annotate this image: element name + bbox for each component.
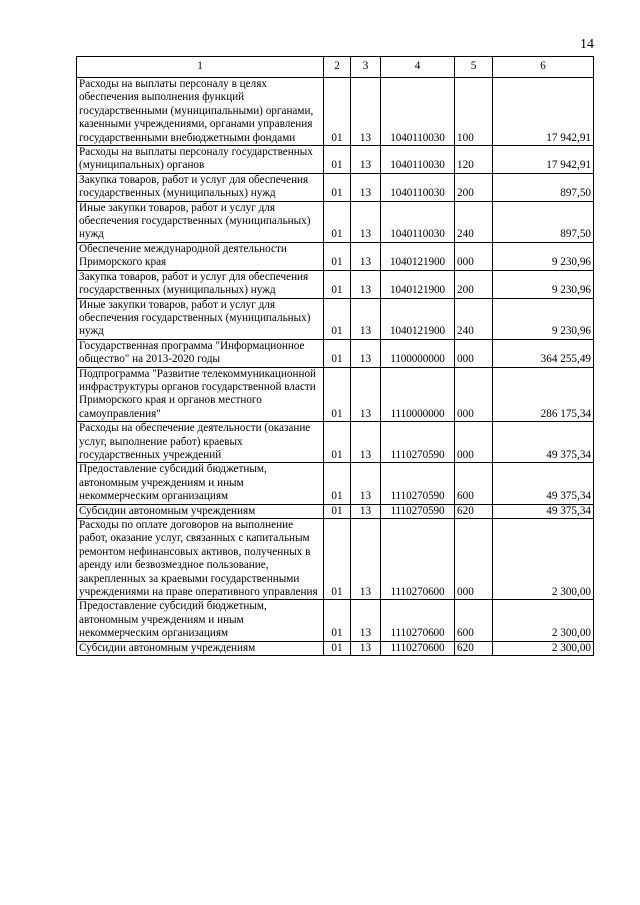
row-section: 01 (324, 339, 351, 367)
row-subsection: 13 (351, 641, 381, 655)
row-expense-type: 200 (455, 173, 493, 201)
row-amount: 9 230,96 (493, 298, 594, 339)
row-target-code: 1110270590 (381, 422, 455, 463)
header-col-6: 6 (493, 57, 594, 78)
row-subsection: 13 (351, 173, 381, 201)
row-target-code: 1110270590 (381, 463, 455, 504)
row-expense-type: 240 (455, 298, 493, 339)
row-target-code: 1110000000 (381, 367, 455, 422)
row-name: Иные закупки товаров, работ и услуг для обеспечения государственных (муниципальных) нужд (77, 201, 324, 242)
row-name: Расходы на обеспечение деятельности (оказание услуг, выполнение работ) краевых государственных учреждений (77, 422, 324, 463)
row-target-code: 1040110030 (381, 173, 455, 201)
row-expense-type: 000 (455, 422, 493, 463)
row-amount: 49 375,34 (493, 463, 594, 504)
row-expense-type: 000 (455, 367, 493, 422)
table-row (77, 422, 594, 463)
row-section: 01 (324, 600, 351, 641)
row-subsection: 13 (351, 339, 381, 367)
row-amount: 2 300,00 (493, 641, 594, 655)
row-subsection: 13 (351, 201, 381, 242)
table-row (77, 367, 594, 422)
row-expense-type: 100 (455, 78, 493, 146)
row-amount: 2 300,00 (493, 519, 594, 600)
page-number: 14 (580, 37, 594, 52)
row-target-code: 1040110030 (381, 201, 455, 242)
row-section: 01 (324, 641, 351, 655)
row-section: 01 (324, 298, 351, 339)
row-amount: 2 300,00 (493, 600, 594, 641)
row-expense-type: 620 (455, 641, 493, 655)
row-target-code: 1040121900 (381, 270, 455, 298)
row-subsection: 13 (351, 463, 381, 504)
row-subsection: 13 (351, 367, 381, 422)
row-subsection: 13 (351, 422, 381, 463)
row-expense-type: 000 (455, 242, 493, 270)
table-row (77, 463, 594, 504)
row-amount: 9 230,96 (493, 270, 594, 298)
row-section: 01 (324, 367, 351, 422)
row-amount: 897,50 (493, 201, 594, 242)
row-expense-type: 600 (455, 600, 493, 641)
row-name: Закупка товаров, работ и услуг для обеспечения государственных (муниципальных) нужд (77, 173, 324, 201)
row-subsection: 13 (351, 519, 381, 600)
row-subsection: 13 (351, 78, 381, 146)
header-col-2: 2 (324, 57, 351, 78)
row-name: Расходы на выплаты персоналу государственных (муниципальных) органов (77, 146, 324, 174)
row-target-code: 1040121900 (381, 242, 455, 270)
table-row (77, 242, 594, 270)
row-name: Субсидии автономным учреждениям (77, 504, 324, 518)
table-row (77, 504, 594, 518)
row-section: 01 (324, 201, 351, 242)
row-amount: 17 942,91 (493, 78, 594, 146)
row-amount: 897,50 (493, 173, 594, 201)
table-row (77, 78, 594, 146)
row-section: 01 (324, 504, 351, 518)
table-body (77, 78, 594, 656)
row-name: Предоставление субсидий бюджетным, автономным учреждениям и иным некоммерческим организациям (77, 600, 324, 641)
row-expense-type: 600 (455, 463, 493, 504)
row-target-code: 1040110030 (381, 78, 455, 146)
row-amount: 17 942,91 (493, 146, 594, 174)
header-col-5: 5 (455, 57, 493, 78)
row-section: 01 (324, 78, 351, 146)
row-expense-type: 240 (455, 201, 493, 242)
table-header-row (77, 57, 594, 78)
row-target-code: 1110270600 (381, 641, 455, 655)
row-amount: 49 375,34 (493, 422, 594, 463)
row-subsection: 13 (351, 298, 381, 339)
row-subsection: 13 (351, 242, 381, 270)
row-name: Субсидии автономным учреждениям (77, 641, 324, 655)
table-row (77, 641, 594, 655)
row-expense-type: 000 (455, 519, 493, 600)
row-amount: 286 175,34 (493, 367, 594, 422)
table-row (77, 173, 594, 201)
row-name: Расходы на выплаты персоналу в целях обеспечения выполнения функций государственными (муниципальными) органами, казенными учреждениями, органами управления государственными внебюджетными фондами (77, 78, 324, 146)
table-row (77, 298, 594, 339)
row-amount: 49 375,34 (493, 504, 594, 518)
header-col-4: 4 (381, 57, 455, 78)
row-name: Иные закупки товаров, работ и услуг для обеспечения государственных (муниципальных) нужд (77, 298, 324, 339)
table-row (77, 600, 594, 641)
row-name: Обеспечение международной деятельности Приморского края (77, 242, 324, 270)
row-section: 01 (324, 173, 351, 201)
row-section: 01 (324, 519, 351, 600)
row-subsection: 13 (351, 504, 381, 518)
row-target-code: 1040110030 (381, 146, 455, 174)
row-section: 01 (324, 242, 351, 270)
row-expense-type: 200 (455, 270, 493, 298)
row-amount: 9 230,96 (493, 242, 594, 270)
budget-table (76, 56, 594, 656)
row-subsection: 13 (351, 600, 381, 641)
row-expense-type: 120 (455, 146, 493, 174)
table-row (77, 519, 594, 600)
header-col-1: 1 (77, 57, 324, 78)
row-section: 01 (324, 146, 351, 174)
row-expense-type: 620 (455, 504, 493, 518)
table-row (77, 339, 594, 367)
row-target-code: 1100000000 (381, 339, 455, 367)
table-row (77, 146, 594, 174)
table-row (77, 201, 594, 242)
header-col-3: 3 (351, 57, 381, 78)
row-section: 01 (324, 463, 351, 504)
row-amount: 364 255,49 (493, 339, 594, 367)
row-subsection: 13 (351, 270, 381, 298)
row-section: 01 (324, 422, 351, 463)
row-target-code: 1110270600 (381, 519, 455, 600)
row-target-code: 1040121900 (381, 298, 455, 339)
row-expense-type: 000 (455, 339, 493, 367)
row-name: Подпрограмма "Развитие телекоммуникационной инфраструктуры органов государственной власти Приморского края и органов местного самоуправления" (77, 367, 324, 422)
row-target-code: 1110270600 (381, 600, 455, 641)
row-target-code: 1110270590 (381, 504, 455, 518)
row-name: Расходы по оплате договоров на выполнение работ, оказание услуг, связанных с капитальным ремонтом нефинансовых активов, полученных в аренду или безвозмездное пользование, закрепленных за краевыми государственными учреждениями на праве оперативного управления (77, 519, 324, 600)
row-name: Закупка товаров, работ и услуг для обеспечения государственных (муниципальных) нужд (77, 270, 324, 298)
table-row (77, 270, 594, 298)
row-name: Государственная программа "Информационное общество" на 2013-2020 годы (77, 339, 324, 367)
row-subsection: 13 (351, 146, 381, 174)
row-name: Предоставление субсидий бюджетным, автономным учреждениям и иным некоммерческим организациям (77, 463, 324, 504)
row-section: 01 (324, 270, 351, 298)
